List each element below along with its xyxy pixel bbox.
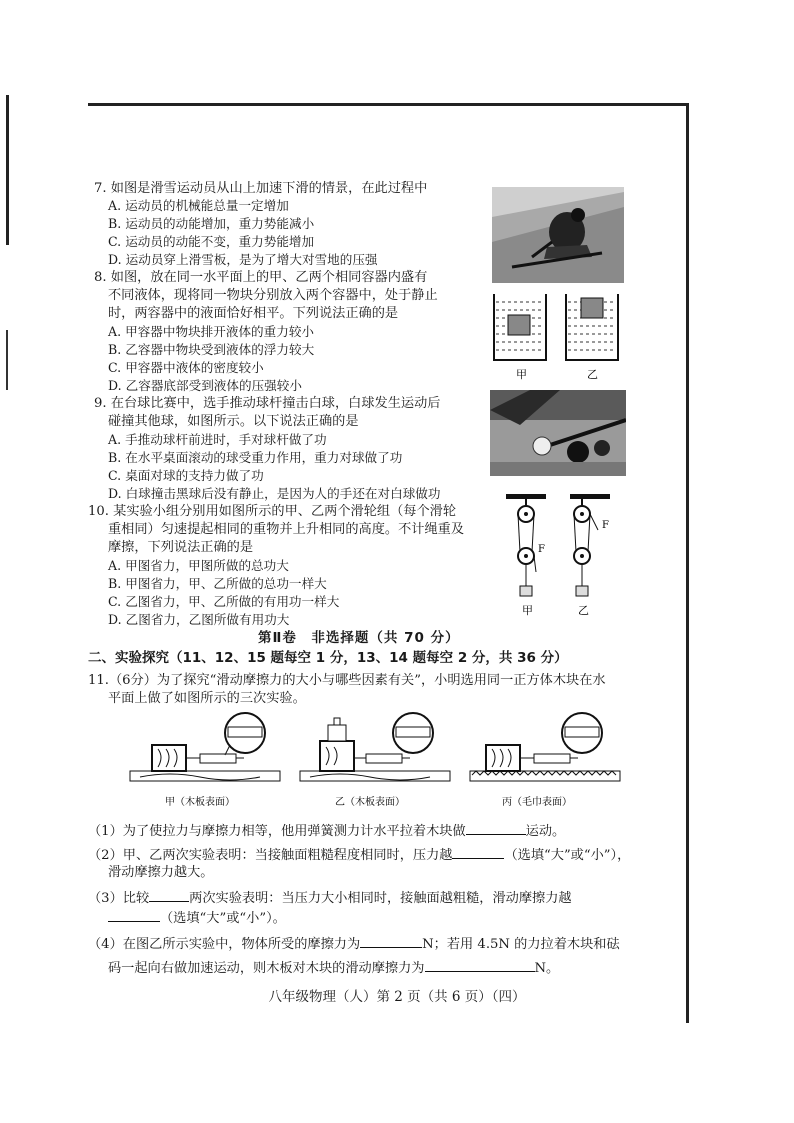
- q11-blank-5[interactable]: [360, 935, 422, 948]
- q10-stem-line3: 摩擦，下列说法正确的是: [108, 540, 254, 555]
- q9-option-d: D. 白球撞击黑球后没有静止，是因为人的手还在对白球做功: [108, 486, 441, 501]
- q11-part4: [88, 935, 620, 953]
- q9-stem-line2: 碰撞其他球，如图所示。以下说法正确的是: [108, 414, 359, 429]
- q8-option-a: A. 甲容器中物块排开液体的重力较小: [108, 324, 315, 339]
- force-label-jia: F: [538, 544, 545, 555]
- container-yi: [566, 294, 618, 360]
- q9-option-c: C. 桌面对球的支持力做了功: [108, 468, 264, 483]
- q9-option-b: B. 在水平桌面滚动的球受重力作用，重力对球做了功: [108, 450, 403, 465]
- q11-part3: [88, 889, 572, 907]
- q7-option-a: A. 运动员的机械能总量一定增加: [108, 198, 289, 213]
- right-margin-rule: [686, 103, 689, 1023]
- pulley-label-yi: 乙: [578, 604, 589, 617]
- experiment-label-jia: 甲（木板表面）: [165, 797, 235, 808]
- scan-edge: [6, 330, 8, 390]
- q11-blank-3[interactable]: [149, 889, 189, 902]
- q11-part3-suffix: （选填“大”或“小”）。: [160, 911, 286, 926]
- experiment-jia: [130, 713, 280, 808]
- section2-title: 二、实验探究（11、12、15 题每空 1 分，13、14 题每空 2 分，共 36 分）: [88, 650, 568, 666]
- container-label-yi: 乙: [587, 368, 598, 381]
- q8-option-c: C. 甲容器中液体的密度较小: [108, 360, 264, 375]
- container-jia: [494, 294, 546, 360]
- page-footer: 八年级物理（人）第 2 页（共 6 页）（四）: [268, 989, 526, 1005]
- q11-part2-cont: 滑动摩擦力越大。: [108, 865, 214, 880]
- friction-experiments-figure: [120, 705, 640, 815]
- q8-option-b: B. 乙容器中物块受到液体的浮力较大: [108, 342, 315, 357]
- q7-stem: 7. 如图是滑雪运动员从山上加速下滑的情景，在此过程中: [94, 181, 428, 196]
- experiment-yi: [300, 713, 450, 808]
- q9-stem-line1: 9. 在台球比赛中，选手推动球杆撞击白球，白球发生运动后: [94, 396, 441, 411]
- billiards-photo: [490, 390, 626, 476]
- q11-stem-line2: 平面上做了如图所示的三次实验。: [108, 691, 306, 706]
- experiment-label-bing: 丙（毛巾表面）: [502, 797, 572, 808]
- experiment-label-yi: 乙（木板表面）: [335, 797, 405, 808]
- q10-option-b: B. 甲图省力，甲、乙所做的总功一样大: [108, 576, 327, 591]
- q11-part4-cont: [108, 959, 559, 977]
- pulley-yi: [570, 494, 610, 596]
- q10-option-c: C. 乙图省力，甲、乙所做的有用功一样大: [108, 594, 340, 609]
- q11-part4-mid: N；若用 4.5N 的力拉着木块和砝: [422, 937, 620, 952]
- q11-stem-line1: 11.（6分）为了探究“滑动摩擦力的大小与哪些因素有关”，小明选用同一正方体木块在水: [88, 673, 606, 688]
- q11-part2-text: （2）甲、乙两次实验表明：当接触面粗糙程度相同时，压力越: [88, 848, 453, 863]
- pulley-figure: [498, 490, 628, 622]
- q8-option-d: D. 乙容器底部受到液体的压强较小: [108, 378, 302, 393]
- q7-option-d: D. 运动员穿上滑雪板，是为了增大对雪地的压强: [108, 252, 378, 267]
- q11-part1-suffix: 运动。: [525, 824, 566, 839]
- pulley-jia: [506, 494, 546, 596]
- q8-stem-line1: 8. 如图，放在同一水平面上的甲、乙两个相同容器内盛有: [94, 270, 428, 285]
- q11-blank-6[interactable]: [425, 959, 535, 972]
- part2-title: 第Ⅱ卷 非选择题（共 70 分）: [258, 630, 460, 646]
- container-label-jia: 甲: [516, 368, 527, 381]
- q11-part4-text: （4）在图乙所示实验中，物体所受的摩擦力为: [88, 937, 361, 952]
- q11-blank-1[interactable]: [466, 822, 526, 835]
- q10-stem-line1: 10. 某实验小组分别用如图所示的甲、乙两个滑轮组（每个滑轮: [88, 504, 457, 519]
- skier-photo: [492, 187, 624, 283]
- q11-part3-mid: 两次实验表明：当压力大小相同时，接触面越粗糙，滑动摩擦力越: [189, 891, 572, 906]
- scan-edge: [6, 95, 9, 245]
- q8-stem-line2: 不同液体，现将同一物块分别放入两个容器中，处于静止: [108, 288, 438, 303]
- q7-option-c: C. 运动员的动能不变，重力势能增加: [108, 234, 315, 249]
- experiment-bing: [470, 713, 620, 808]
- q11-part1-text: （1）为了使拉力与摩擦力相等，他用弹簧测力计水平拉着木块做: [88, 824, 466, 839]
- q11-part4-text2: 码一起向右做加速运动，则木板对木块的滑动摩擦力为: [108, 961, 425, 976]
- q11-part4-suffix: N。: [534, 961, 560, 976]
- q7-option-b: B. 运动员的动能增加，重力势能减小: [108, 216, 315, 231]
- q11-blank-4[interactable]: [108, 909, 160, 922]
- q10-option-a: A. 甲图省力，甲图所做的总功大: [108, 558, 289, 573]
- q10-option-d: D. 乙图省力，乙图所做有用功大: [108, 612, 290, 627]
- q10-stem-line2: 重相同）匀速提起相同的重物并上升相同的高度。不计绳重及: [108, 522, 465, 537]
- q9-option-a: A. 手推动球杆前进时，手对球杆做了功: [108, 432, 327, 447]
- pulley-label-jia: 甲: [522, 604, 533, 617]
- q11-part1: [88, 822, 565, 840]
- q11-part2: [88, 846, 630, 864]
- q11-part3-cont: [108, 909, 286, 927]
- q11-part2-suffix: （选填“大”或“小”），: [504, 848, 631, 863]
- q8-stem-line3: 时，两容器中的液面恰好相平。下列说法正确的是: [108, 306, 399, 321]
- top-rule: [88, 103, 688, 106]
- q11-part3-text: （3）比较: [88, 891, 150, 906]
- containers-figure: [488, 290, 628, 385]
- q11-blank-2[interactable]: [452, 846, 504, 859]
- force-label-yi: F: [602, 520, 609, 531]
